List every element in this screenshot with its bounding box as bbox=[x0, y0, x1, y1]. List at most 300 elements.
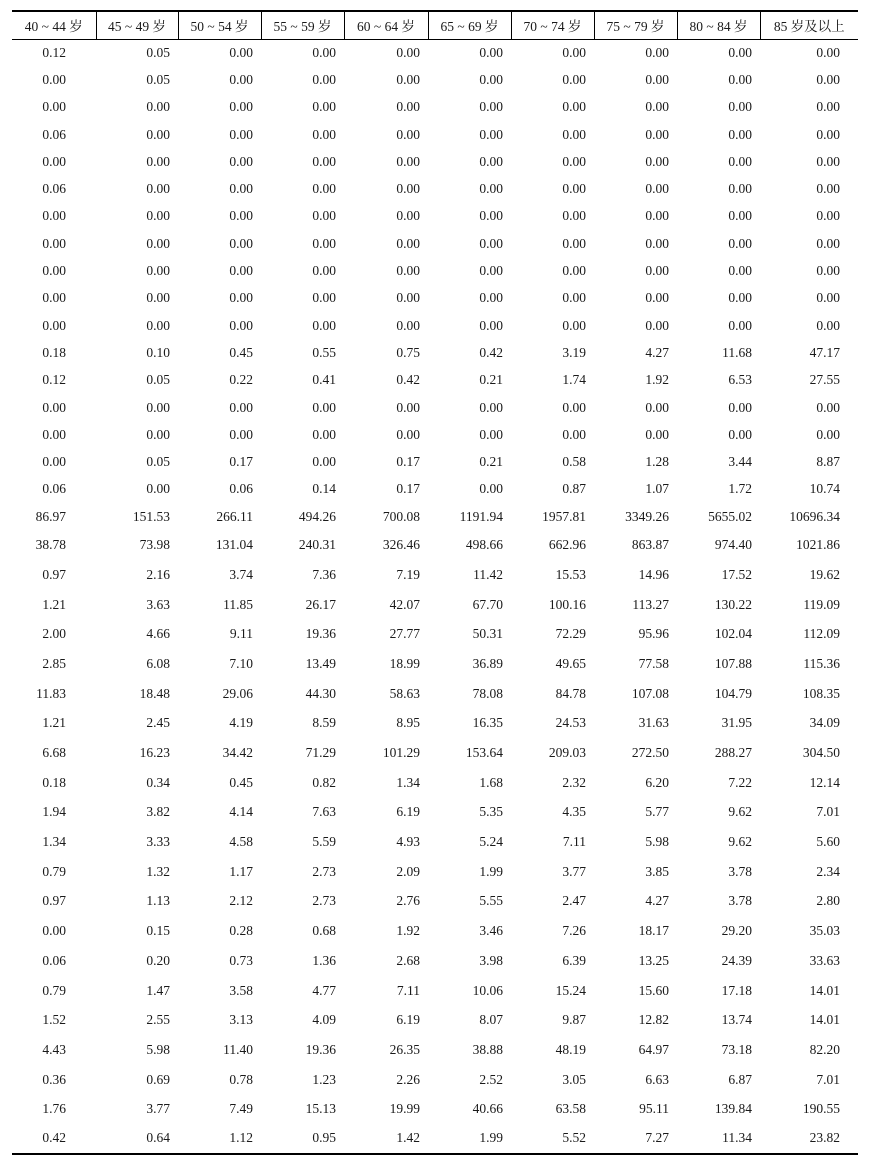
table-cell: 112.09 bbox=[803, 626, 840, 642]
table-cell: 0.15 bbox=[146, 923, 170, 939]
table-cell: 58.63 bbox=[389, 685, 420, 701]
table-cell: 42.07 bbox=[389, 596, 420, 612]
table-cell: 0.00 bbox=[562, 426, 586, 442]
table-row bbox=[12, 857, 858, 887]
table-cell: 0.00 bbox=[816, 126, 840, 142]
table-cell: 1.74 bbox=[562, 372, 586, 388]
table-cell: 0.73 bbox=[229, 952, 253, 968]
table-cell: 7.27 bbox=[594, 1124, 677, 1154]
table-cell: 209.03 bbox=[548, 745, 586, 760]
table-cell: 34.42 bbox=[222, 745, 253, 760]
table-cell: 0.20 bbox=[146, 952, 170, 968]
table-cell: 0.41 bbox=[312, 372, 336, 388]
table-cell: 0.00 bbox=[816, 317, 840, 333]
table-cell: 0.00 bbox=[312, 235, 336, 251]
table-cell: 29.06 bbox=[222, 685, 253, 701]
table-cell: 9.87 bbox=[562, 1012, 586, 1028]
table-row bbox=[12, 66, 858, 93]
table-cell: 71.29 bbox=[305, 745, 336, 760]
table-cell: 3.58 bbox=[229, 982, 253, 998]
table-row bbox=[12, 148, 858, 175]
table-cell: 0.00 bbox=[229, 235, 253, 251]
table-cell: 24.39 bbox=[721, 952, 752, 968]
table-cell: 0.00 bbox=[645, 263, 669, 279]
table-cell: 3.77 bbox=[562, 863, 586, 879]
table-cell: 3.33 bbox=[146, 834, 170, 850]
table-cell: 0.45 bbox=[229, 774, 253, 790]
table-row bbox=[12, 257, 858, 284]
table-cell: 2.80 bbox=[816, 893, 840, 909]
table-cell: 33.63 bbox=[809, 952, 840, 968]
table-cell: 19.99 bbox=[389, 1101, 420, 1117]
table-cell: 18.48 bbox=[139, 685, 170, 701]
table-cell: 0.00 bbox=[42, 99, 66, 115]
table-row bbox=[12, 1065, 858, 1095]
header-cell-45-49: 45 ~ 49 岁 bbox=[96, 11, 178, 39]
table-cell: 0.42 bbox=[479, 344, 503, 360]
table-cell: 0.06 bbox=[42, 181, 66, 197]
table-cell: 11.68 bbox=[722, 344, 752, 360]
table-cell: 31.63 bbox=[638, 715, 669, 731]
table-cell: 0.00 bbox=[645, 317, 669, 333]
table-cell: 102.04 bbox=[714, 626, 752, 642]
table-cell: 4.27 bbox=[645, 344, 669, 360]
table-cell: 0.00 bbox=[312, 399, 336, 415]
table-cell: 3.46 bbox=[479, 923, 503, 939]
table-cell: 29.20 bbox=[721, 923, 752, 939]
table-cell: 2.16 bbox=[146, 566, 170, 582]
table-cell: 0.18 bbox=[42, 344, 66, 360]
table-row bbox=[12, 94, 858, 121]
table-cell: 0.00 bbox=[42, 454, 66, 470]
table-cell: 8.59 bbox=[312, 715, 336, 731]
table-cell: 0.00 bbox=[728, 290, 752, 306]
table-cell: 0.17 bbox=[229, 454, 253, 470]
table-cell: 0.00 bbox=[816, 263, 840, 279]
table-cell: 4.27 bbox=[645, 893, 669, 909]
table-cell: 1.99 bbox=[479, 863, 503, 879]
table-row bbox=[12, 285, 858, 312]
table-cell: 0.64 bbox=[96, 1124, 178, 1154]
table-cell: 0.17 bbox=[396, 481, 420, 497]
table-cell: 15.24 bbox=[555, 982, 586, 998]
table-cell: 0.00 bbox=[146, 208, 170, 224]
table-cell: 63.58 bbox=[555, 1101, 586, 1117]
table-cell: 4.58 bbox=[229, 834, 253, 850]
table-cell: 11.83 bbox=[36, 685, 66, 701]
table-row bbox=[12, 39, 858, 66]
table-cell: 5.60 bbox=[816, 834, 840, 850]
table-cell: 0.00 bbox=[645, 153, 669, 169]
table-cell: 0.12 bbox=[42, 372, 66, 388]
table-cell: 5.77 bbox=[645, 804, 669, 820]
table-cell: 0.17 bbox=[396, 454, 420, 470]
table-cell: 0.00 bbox=[229, 208, 253, 224]
table-cell: 1.92 bbox=[645, 372, 669, 388]
table-cell: 0.00 bbox=[229, 126, 253, 142]
table-cell: 18.99 bbox=[389, 655, 420, 671]
table-cell: 0.00 bbox=[645, 426, 669, 442]
table-cell: 73.98 bbox=[139, 537, 170, 553]
table-cell: 0.00 bbox=[562, 208, 586, 224]
table-cell: 0.00 bbox=[312, 99, 336, 115]
table-cell: 4.77 bbox=[312, 982, 336, 998]
table-cell: 12.82 bbox=[638, 1012, 669, 1028]
table-cell: 0.00 bbox=[146, 399, 170, 415]
table-cell: 0.42 bbox=[12, 1124, 96, 1154]
table-row bbox=[12, 394, 858, 421]
table-cell: 0.05 bbox=[146, 44, 170, 60]
table-cell: 0.00 bbox=[645, 290, 669, 306]
table-cell: 0.00 bbox=[479, 99, 503, 115]
table-cell: 0.00 bbox=[479, 208, 503, 224]
header-cell-40-44: 40 ~ 44 岁 bbox=[12, 11, 96, 39]
table-cell: 2.34 bbox=[816, 863, 840, 879]
table-row bbox=[12, 1124, 858, 1154]
table-cell: 16.23 bbox=[139, 745, 170, 760]
table-cell: 0.87 bbox=[562, 481, 586, 497]
table-row bbox=[12, 708, 858, 738]
table-cell: 0.79 bbox=[42, 982, 66, 998]
table-row bbox=[12, 1094, 858, 1124]
table-cell: 0.00 bbox=[728, 71, 752, 87]
table-cell: 0.00 bbox=[146, 263, 170, 279]
table-cell: 272.50 bbox=[631, 745, 669, 760]
table-cell: 2.68 bbox=[396, 952, 420, 968]
table-cell: 130.22 bbox=[714, 596, 752, 612]
table-cell: 0.00 bbox=[42, 153, 66, 169]
table-cell: 0.42 bbox=[396, 372, 420, 388]
table-cell: 7.11 bbox=[396, 982, 420, 998]
table-cell: 0.95 bbox=[261, 1124, 344, 1154]
table-cell: 0.14 bbox=[312, 481, 336, 497]
table-cell: 5.59 bbox=[312, 834, 336, 850]
table-cell: 0.00 bbox=[479, 426, 503, 442]
table-cell: 1.12 bbox=[178, 1124, 261, 1154]
table-cell: 151.53 bbox=[132, 508, 170, 524]
table-cell: 78.08 bbox=[472, 685, 503, 701]
table-cell: 0.00 bbox=[562, 44, 586, 60]
table-cell: 0.18 bbox=[42, 774, 66, 790]
table-cell: 0.36 bbox=[42, 1071, 66, 1087]
table-cell: 0.00 bbox=[645, 71, 669, 87]
table-cell: 36.89 bbox=[472, 655, 503, 671]
table-cell: 15.13 bbox=[305, 1101, 336, 1117]
table-row bbox=[12, 230, 858, 257]
table-cell: 0.00 bbox=[146, 290, 170, 306]
table-cell: 3.05 bbox=[562, 1071, 586, 1087]
table-cell: 0.00 bbox=[312, 263, 336, 279]
table-cell: 0.00 bbox=[728, 235, 752, 251]
table-cell: 0.00 bbox=[146, 181, 170, 197]
table-cell: 73.18 bbox=[721, 1041, 752, 1057]
table-cell: 0.00 bbox=[229, 71, 253, 87]
table-row bbox=[12, 679, 858, 709]
table-cell: 0.00 bbox=[312, 44, 336, 60]
table-cell: 0.00 bbox=[146, 153, 170, 169]
table-row bbox=[12, 976, 858, 1006]
table-cell: 974.40 bbox=[714, 537, 752, 553]
table-cell: 6.68 bbox=[42, 745, 66, 760]
table-cell: 0.55 bbox=[312, 344, 336, 360]
table-cell: 95.11 bbox=[639, 1101, 669, 1117]
table-cell: 0.00 bbox=[728, 263, 752, 279]
table-cell: 0.00 bbox=[229, 290, 253, 306]
table-cell: 7.19 bbox=[396, 566, 420, 582]
table-cell: 2.45 bbox=[146, 715, 170, 731]
table-cell: 0.00 bbox=[42, 71, 66, 87]
table-cell: 0.00 bbox=[645, 235, 669, 251]
table-cell: 0.00 bbox=[816, 44, 840, 60]
table-row bbox=[12, 590, 858, 620]
table-row bbox=[12, 175, 858, 202]
table-cell: 6.20 bbox=[645, 774, 669, 790]
table-cell: 1.42 bbox=[344, 1124, 428, 1154]
table-cell: 17.18 bbox=[721, 982, 752, 998]
table-cell: 0.00 bbox=[562, 153, 586, 169]
table-cell: 153.64 bbox=[465, 745, 503, 760]
table-cell: 101.29 bbox=[382, 745, 420, 760]
table-cell: 7.63 bbox=[312, 804, 336, 820]
table-cell: 27.77 bbox=[389, 626, 420, 642]
table-cell: 5.35 bbox=[479, 804, 503, 820]
table-cell: 1.94 bbox=[42, 804, 66, 820]
table-cell: 0.78 bbox=[229, 1071, 253, 1087]
table-cell: 27.55 bbox=[809, 372, 840, 388]
table-cell: 0.00 bbox=[816, 235, 840, 251]
table-cell: 4.14 bbox=[229, 804, 253, 820]
table-cell: 0.00 bbox=[479, 263, 503, 279]
table-row bbox=[12, 619, 858, 649]
table-cell: 107.08 bbox=[631, 685, 669, 701]
table-cell: 14.01 bbox=[809, 1012, 840, 1028]
table-row bbox=[12, 503, 858, 530]
table-cell: 1.07 bbox=[645, 481, 669, 497]
table-cell: 0.00 bbox=[396, 44, 420, 60]
table-cell: 38.88 bbox=[472, 1041, 503, 1057]
table-cell: 2.85 bbox=[42, 655, 66, 671]
table-cell: 0.00 bbox=[816, 181, 840, 197]
header-cell-55-59: 55 ~ 59 岁 bbox=[261, 11, 344, 39]
table-cell: 0.00 bbox=[479, 317, 503, 333]
table-cell: 1.34 bbox=[396, 774, 420, 790]
table-cell: 0.28 bbox=[229, 923, 253, 939]
table-cell: 0.00 bbox=[728, 126, 752, 142]
table-cell: 0.00 bbox=[645, 99, 669, 115]
table-cell: 0.00 bbox=[146, 126, 170, 142]
table-cell: 0.00 bbox=[146, 481, 170, 497]
table-cell: 0.05 bbox=[146, 372, 170, 388]
table-cell: 0.00 bbox=[645, 399, 669, 415]
table-cell: 19.36 bbox=[305, 1041, 336, 1057]
table-cell: 0.00 bbox=[312, 153, 336, 169]
table-cell: 11.42 bbox=[473, 566, 503, 582]
table-cell: 0.00 bbox=[229, 44, 253, 60]
table-cell: 3.74 bbox=[229, 566, 253, 582]
header-cell-65-69: 65 ~ 69 岁 bbox=[428, 11, 511, 39]
table-cell: 3.82 bbox=[146, 804, 170, 820]
table-cell: 0.00 bbox=[728, 208, 752, 224]
table-cell: 10.74 bbox=[809, 481, 840, 497]
table-cell: 26.35 bbox=[389, 1041, 420, 1057]
table-cell: 26.17 bbox=[305, 596, 336, 612]
table-row bbox=[12, 312, 858, 339]
table-cell: 77.58 bbox=[638, 655, 669, 671]
table-cell: 0.00 bbox=[229, 263, 253, 279]
table-header bbox=[12, 11, 858, 39]
table-cell: 2.73 bbox=[312, 893, 336, 909]
table-cell: 1021.86 bbox=[796, 537, 840, 553]
table-cell: 1.13 bbox=[146, 893, 170, 909]
table-cell: 17.52 bbox=[721, 566, 752, 582]
table-cell: 8.07 bbox=[479, 1012, 503, 1028]
table-cell: 38.78 bbox=[35, 537, 66, 553]
table-cell: 2.09 bbox=[396, 863, 420, 879]
table-cell: 0.00 bbox=[562, 235, 586, 251]
table-cell: 3.13 bbox=[229, 1012, 253, 1028]
table-cell: 5.55 bbox=[479, 893, 503, 909]
table-cell: 0.00 bbox=[312, 454, 336, 470]
table-cell: 7.10 bbox=[229, 655, 253, 671]
table-cell: 1.72 bbox=[728, 481, 752, 497]
table-cell: 0.00 bbox=[396, 399, 420, 415]
header-cell-50-54: 50 ~ 54 岁 bbox=[178, 11, 261, 39]
table-cell: 72.29 bbox=[555, 626, 586, 642]
table-cell: 0.00 bbox=[479, 290, 503, 306]
table-cell: 47.17 bbox=[809, 344, 840, 360]
table-cell: 2.12 bbox=[229, 893, 253, 909]
table-cell: 13.25 bbox=[638, 952, 669, 968]
table-cell: 2.32 bbox=[562, 774, 586, 790]
table-cell: 3.78 bbox=[728, 863, 752, 879]
table-cell: 0.00 bbox=[312, 317, 336, 333]
table-cell: 0.00 bbox=[146, 235, 170, 251]
table-cell: 288.27 bbox=[714, 745, 752, 760]
table-cell: 7.11 bbox=[562, 834, 586, 850]
table-cell: 0.06 bbox=[42, 126, 66, 142]
table-cell: 0.00 bbox=[816, 208, 840, 224]
table-row bbox=[12, 768, 858, 798]
table-cell: 0.00 bbox=[645, 126, 669, 142]
table-cell: 82.20 bbox=[809, 1041, 840, 1057]
table-cell: 0.06 bbox=[42, 952, 66, 968]
table-row bbox=[12, 448, 858, 475]
table-cell: 0.79 bbox=[42, 863, 66, 879]
table-cell: 1.17 bbox=[229, 863, 253, 879]
table-cell: 9.11 bbox=[229, 626, 253, 642]
table-row bbox=[12, 1005, 858, 1035]
table-cell: 0.12 bbox=[42, 44, 66, 60]
table-cell: 0.58 bbox=[562, 454, 586, 470]
table-cell: 8.87 bbox=[816, 454, 840, 470]
table-cell: 3.77 bbox=[146, 1101, 170, 1117]
table-row bbox=[12, 946, 858, 976]
table-cell: 7.36 bbox=[312, 566, 336, 582]
table-cell: 0.00 bbox=[396, 181, 420, 197]
table-cell: 139.84 bbox=[714, 1101, 752, 1117]
table-cell: 1.76 bbox=[42, 1101, 66, 1117]
table-cell: 0.00 bbox=[816, 290, 840, 306]
table-cell: 0.00 bbox=[562, 181, 586, 197]
table-cell: 35.03 bbox=[809, 923, 840, 939]
table-cell: 2.00 bbox=[42, 626, 66, 642]
table-cell: 2.52 bbox=[479, 1071, 503, 1087]
table-cell: 0.00 bbox=[146, 99, 170, 115]
table-cell: 0.00 bbox=[645, 181, 669, 197]
table-cell: 1.47 bbox=[146, 982, 170, 998]
table-cell: 863.87 bbox=[631, 537, 669, 553]
table-cell: 3.19 bbox=[562, 344, 586, 360]
table-cell: 1.34 bbox=[42, 834, 66, 850]
table-cell: 0.00 bbox=[42, 923, 66, 939]
table-cell: 0.00 bbox=[396, 153, 420, 169]
table-cell: 95.96 bbox=[638, 626, 669, 642]
table-cell: 0.00 bbox=[312, 71, 336, 87]
table-cell: 0.00 bbox=[562, 399, 586, 415]
table-cell: 0.00 bbox=[312, 426, 336, 442]
table-cell: 107.88 bbox=[714, 655, 752, 671]
table-row bbox=[12, 738, 858, 768]
table-cell: 0.00 bbox=[479, 44, 503, 60]
table-cell: 0.10 bbox=[146, 344, 170, 360]
table-cell: 18.17 bbox=[638, 923, 669, 939]
table-cell: 1957.81 bbox=[542, 508, 586, 524]
table-cell: 2.76 bbox=[396, 893, 420, 909]
table-cell: 49.65 bbox=[555, 655, 586, 671]
table-cell: 9.62 bbox=[728, 834, 752, 850]
table-cell: 0.00 bbox=[42, 263, 66, 279]
table-cell: 0.00 bbox=[396, 99, 420, 115]
table-cell: 266.11 bbox=[216, 508, 253, 524]
table-cell: 0.00 bbox=[396, 317, 420, 333]
table-cell: 0.00 bbox=[42, 235, 66, 251]
table-cell: 0.00 bbox=[479, 181, 503, 197]
table-cell: 0.00 bbox=[728, 99, 752, 115]
table-cell: 4.19 bbox=[229, 715, 253, 731]
table-cell: 119.09 bbox=[803, 596, 840, 612]
table-cell: 113.27 bbox=[632, 596, 669, 612]
table-cell: 5.24 bbox=[479, 834, 503, 850]
table-cell: 0.00 bbox=[816, 99, 840, 115]
table-cell: 48.19 bbox=[555, 1041, 586, 1057]
table-cell: 6.19 bbox=[396, 1012, 420, 1028]
table-cell: 1.32 bbox=[146, 863, 170, 879]
table-cell: 0.00 bbox=[645, 44, 669, 60]
table-cell: 14.01 bbox=[809, 982, 840, 998]
table-cell: 0.00 bbox=[42, 208, 66, 224]
table-row bbox=[12, 203, 858, 230]
table-cell: 0.00 bbox=[229, 426, 253, 442]
table-cell: 86.97 bbox=[35, 508, 66, 524]
table-cell: 0.00 bbox=[728, 317, 752, 333]
table-cell: 19.36 bbox=[305, 626, 336, 642]
table-cell: 1.52 bbox=[42, 1012, 66, 1028]
header-cell-75-79: 75 ~ 79 岁 bbox=[594, 11, 677, 39]
table-cell: 14.96 bbox=[638, 566, 669, 582]
table-cell: 23.82 bbox=[760, 1124, 858, 1154]
table-row bbox=[12, 560, 858, 590]
table-cell: 11.34 bbox=[677, 1124, 760, 1154]
table-cell: 0.00 bbox=[562, 317, 586, 333]
table-cell: 3.78 bbox=[728, 893, 752, 909]
table-cell: 31.95 bbox=[721, 715, 752, 731]
table-cell: 498.66 bbox=[465, 537, 503, 553]
table-cell: 0.21 bbox=[479, 454, 503, 470]
table-cell: 0.05 bbox=[146, 71, 170, 87]
table-cell: 2.26 bbox=[396, 1071, 420, 1087]
table-cell: 0.68 bbox=[312, 923, 336, 939]
table-cell: 0.00 bbox=[312, 181, 336, 197]
